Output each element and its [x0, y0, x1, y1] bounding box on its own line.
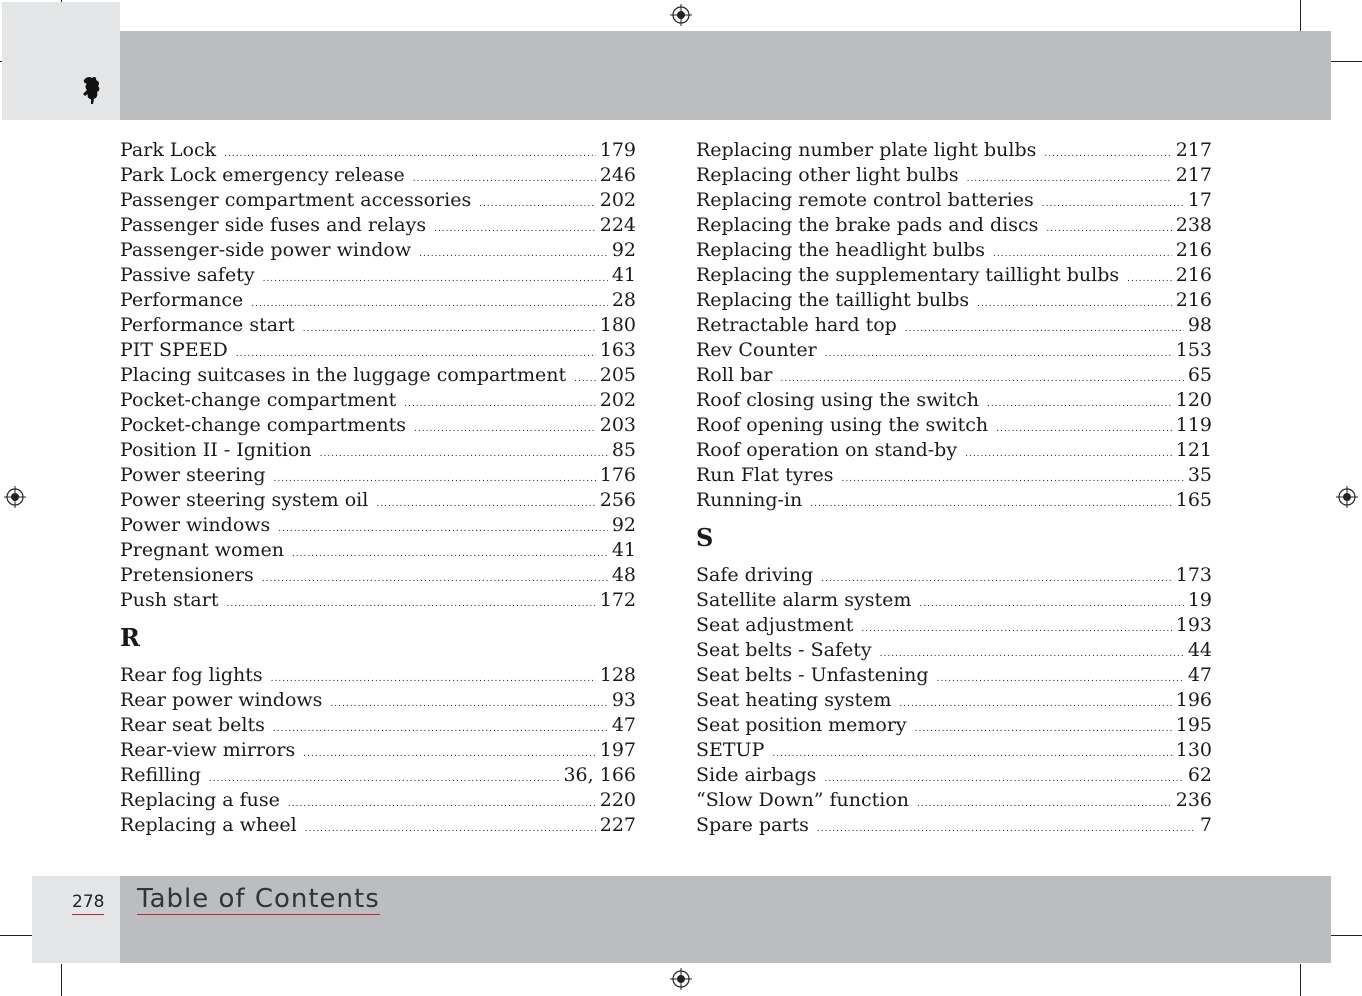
entry-title: “Slow Down” function	[696, 789, 910, 811]
entry-title: Pregnant women	[120, 539, 284, 561]
index-column-right	[696, 138, 1212, 838]
dot-leader	[263, 267, 608, 292]
dot-leader	[574, 367, 596, 392]
entry-title: Push start	[120, 589, 219, 611]
index-entry[interactable]	[696, 438, 1212, 463]
entry-title: Seat belts - Safety	[696, 639, 872, 661]
entry-page: 203	[599, 414, 636, 436]
entry-title: Replacing the taillight bulbs	[696, 289, 970, 311]
dot-leader	[965, 442, 1172, 467]
entry-page: 35	[1187, 464, 1212, 486]
index-entry[interactable]	[120, 188, 636, 213]
entry-page: 65	[1187, 364, 1212, 386]
index-entry[interactable]	[120, 238, 636, 263]
entry-page: 119	[1175, 414, 1212, 436]
index-entry[interactable]	[120, 713, 636, 738]
entry-page: 92	[611, 239, 636, 261]
dot-leader	[905, 317, 1184, 342]
index-entry[interactable]	[696, 238, 1212, 263]
entry-title: Position II - Ignition	[120, 439, 312, 461]
entry-page: 180	[599, 314, 636, 336]
entry-page: 256	[599, 489, 636, 511]
entry-page: 85	[611, 439, 636, 461]
dot-leader	[479, 192, 596, 217]
section-letter: S	[696, 523, 714, 552]
index-entry[interactable]	[120, 138, 636, 163]
entry-title: Power windows	[120, 514, 271, 536]
dot-leader	[414, 417, 596, 442]
crop-mark	[1330, 61, 1362, 62]
index-entry[interactable]	[696, 388, 1212, 413]
index-entry[interactable]	[120, 588, 636, 613]
index-entry[interactable]	[120, 438, 636, 463]
dot-leader	[278, 517, 608, 542]
index-entry[interactable]	[696, 413, 1212, 438]
entry-page: 216	[1175, 264, 1212, 286]
index-entry[interactable]	[696, 463, 1212, 488]
index-entry[interactable]	[696, 613, 1212, 638]
entry-title: Refilling	[120, 764, 201, 786]
entry-page: 216	[1175, 289, 1212, 311]
registration-mark-icon	[4, 486, 26, 508]
index-entry[interactable]	[120, 288, 636, 313]
entry-title: Spare parts	[696, 814, 809, 836]
entry-page: 216	[1175, 239, 1212, 261]
index-entry[interactable]	[120, 563, 636, 588]
index-entry[interactable]	[120, 413, 636, 438]
index-entry[interactable]	[696, 313, 1212, 338]
entry-page: 165	[1175, 489, 1212, 511]
dot-leader	[1044, 142, 1171, 167]
entry-page: 195	[1175, 714, 1212, 736]
dot-leader	[404, 392, 596, 417]
index-entry[interactable]	[120, 363, 636, 388]
index-entry[interactable]	[696, 738, 1212, 763]
crop-mark	[61, 964, 62, 996]
crop-mark	[0, 935, 32, 936]
dot-leader	[899, 692, 1171, 717]
index-entry[interactable]	[120, 738, 636, 763]
header-band	[120, 31, 1331, 120]
entry-title: Rear seat belts	[120, 714, 265, 736]
dot-leader	[292, 542, 608, 567]
index-entry[interactable]	[696, 813, 1212, 838]
entry-title: Roof operation on stand-by	[696, 439, 958, 461]
index-entry[interactable]	[120, 313, 636, 338]
index-entry[interactable]	[696, 663, 1212, 688]
entry-page: 128	[599, 664, 636, 686]
dot-leader	[1042, 192, 1184, 217]
entry-title: Replacing number plate light bulbs	[696, 139, 1037, 161]
index-entry[interactable]	[120, 538, 636, 563]
entry-title: Passenger compartment accessories	[120, 189, 472, 211]
dot-leader	[419, 242, 608, 267]
entry-page: 44	[1187, 639, 1212, 661]
page-number: 278	[72, 892, 104, 915]
index-entry[interactable]	[120, 463, 636, 488]
dot-leader	[825, 342, 1172, 367]
section-letter: R	[120, 623, 140, 652]
crop-mark	[1300, 0, 1301, 32]
dot-leader	[917, 792, 1172, 817]
index-entry[interactable]	[696, 638, 1212, 663]
registration-mark-icon	[670, 968, 692, 990]
dot-leader	[288, 792, 596, 817]
entry-title: Rev Counter	[696, 339, 817, 361]
dot-leader	[915, 717, 1172, 742]
index-entry[interactable]	[696, 688, 1212, 713]
dot-leader	[262, 567, 608, 592]
entry-title: Performance	[120, 289, 244, 311]
entry-title: Power steering	[120, 464, 266, 486]
dot-leader	[996, 417, 1172, 442]
entry-title: Replacing remote control batteries	[696, 189, 1034, 211]
entry-page: 41	[611, 264, 636, 286]
dot-leader	[303, 317, 596, 342]
entry-title: Seat heating system	[696, 689, 892, 711]
index-entry[interactable]	[120, 488, 636, 513]
entry-page: 121	[1175, 439, 1212, 461]
entry-page: 217	[1175, 164, 1212, 186]
entry-title: Rear-view mirrors	[120, 739, 296, 761]
index-entry[interactable]	[696, 188, 1212, 213]
entry-page: 92	[611, 514, 636, 536]
dot-leader	[305, 817, 596, 842]
entry-page: 62	[1187, 764, 1212, 786]
entry-page: 36, 166	[563, 764, 636, 786]
index-entry[interactable]	[120, 813, 636, 838]
entry-title: Power steering system oil	[120, 489, 369, 511]
index-entry[interactable]	[696, 213, 1212, 238]
entry-title: Run Flat tyres	[696, 464, 834, 486]
entry-page: 47	[1187, 664, 1212, 686]
index-entry[interactable]	[696, 588, 1212, 613]
entry-page: 7	[1199, 814, 1212, 836]
entry-page: 17	[1187, 189, 1212, 211]
entry-title: Replacing a fuse	[120, 789, 280, 811]
entry-title: Safe driving	[696, 564, 814, 586]
index-entry[interactable]	[696, 263, 1212, 288]
dot-leader	[226, 592, 595, 617]
entry-title: Side airbags	[696, 764, 817, 786]
entry-page: 220	[599, 789, 636, 811]
index-entry[interactable]	[696, 288, 1212, 313]
entry-page: 202	[599, 389, 636, 411]
dot-leader	[810, 492, 1172, 517]
dot-leader	[1127, 267, 1172, 292]
entry-page: 236	[1175, 789, 1212, 811]
index-entry[interactable]	[696, 788, 1212, 813]
entry-title: Pocket-change compartments	[120, 414, 406, 436]
index-entry[interactable]	[696, 563, 1212, 588]
entry-title: Passenger-side power window	[120, 239, 412, 261]
entry-title: Pocket-change compartment	[120, 389, 397, 411]
index-entry[interactable]	[696, 763, 1212, 788]
entry-page: 48	[611, 564, 636, 586]
entry-page: 197	[599, 739, 636, 761]
dot-leader	[987, 392, 1172, 417]
dot-leader	[434, 217, 596, 242]
registration-mark-icon	[1336, 486, 1358, 508]
entry-title: Running-in	[696, 489, 803, 511]
dot-leader	[977, 292, 1172, 317]
entry-page: 153	[1175, 339, 1212, 361]
entry-title: Rear power windows	[120, 689, 323, 711]
entry-title: Roll bar	[696, 364, 773, 386]
entry-title: Roof opening using the switch	[696, 414, 989, 436]
entry-page: 19	[1187, 589, 1212, 611]
index-entry[interactable]	[696, 338, 1212, 363]
entry-title: Passive safety	[120, 264, 255, 286]
entry-title: Seat position memory	[696, 714, 907, 736]
entry-page: 163	[599, 339, 636, 361]
entry-title: Satellite alarm system	[696, 589, 912, 611]
entry-page: 227	[599, 814, 636, 836]
index-entry[interactable]	[696, 138, 1212, 163]
dot-leader	[251, 292, 608, 317]
dot-leader	[1046, 217, 1171, 242]
crop-mark	[1300, 964, 1301, 996]
index-entry[interactable]	[120, 263, 636, 288]
dot-leader	[937, 667, 1184, 692]
entry-page: 173	[1175, 564, 1212, 586]
index-entry[interactable]	[120, 388, 636, 413]
dot-leader	[919, 592, 1183, 617]
entry-title: SETUP	[696, 739, 765, 761]
entry-page: 193	[1175, 614, 1212, 636]
entry-page: 98	[1187, 314, 1212, 336]
index-entry[interactable]	[120, 213, 636, 238]
entry-title: Park Lock emergency release	[120, 164, 405, 186]
entry-title: Park Lock	[120, 139, 217, 161]
entry-title: Passenger side fuses and relays	[120, 214, 427, 236]
dot-leader	[273, 717, 608, 742]
entry-title: Roof closing using the switch	[696, 389, 979, 411]
entry-page: 93	[611, 689, 636, 711]
index-entry[interactable]	[120, 338, 636, 363]
prancing-horse-icon	[78, 74, 104, 106]
dot-leader	[330, 692, 607, 717]
footer-panel	[32, 876, 120, 963]
dot-leader	[376, 492, 595, 517]
entry-page: 179	[599, 139, 636, 161]
entry-title: Replacing a wheel	[120, 814, 297, 836]
index-entry[interactable]	[120, 688, 636, 713]
entry-title: Seat belts - Unfastening	[696, 664, 929, 686]
entry-page: 246	[599, 164, 636, 186]
index-entry[interactable]	[120, 788, 636, 813]
dot-leader	[817, 817, 1196, 842]
entry-title: Replacing the supplementary taillight bulbs	[696, 264, 1120, 286]
entry-page: 120	[1175, 389, 1212, 411]
index-column-left	[120, 138, 636, 838]
index-entry[interactable]	[120, 513, 636, 538]
index-entry[interactable]	[120, 763, 636, 788]
entry-page: 238	[1175, 214, 1212, 236]
entry-title: Retractable hard top	[696, 314, 897, 336]
entry-page: 196	[1175, 689, 1212, 711]
entry-page: 172	[599, 589, 636, 611]
entry-title: Placing suitcases in the luggage compartment	[120, 364, 567, 386]
entry-page: 224	[599, 214, 636, 236]
entry-title: Replacing the brake pads and discs	[696, 214, 1039, 236]
entry-page: 28	[611, 289, 636, 311]
entry-title: Rear fog lights	[120, 664, 263, 686]
dot-leader	[303, 742, 595, 767]
entry-title: Performance start	[120, 314, 295, 336]
entry-title: PIT SPEED	[120, 339, 228, 361]
crop-mark	[1330, 935, 1362, 936]
dot-leader	[320, 442, 608, 467]
entry-page: 130	[1175, 739, 1212, 761]
index-entry[interactable]	[696, 163, 1212, 188]
entry-page: 176	[599, 464, 636, 486]
index-entry[interactable]	[696, 488, 1212, 513]
entry-title: Pretensioners	[120, 564, 254, 586]
entry-title: Replacing other light bulbs	[696, 164, 959, 186]
registration-mark-icon	[670, 4, 692, 26]
index-entry[interactable]	[696, 713, 1212, 738]
footer-title: Table of Contents	[137, 884, 380, 914]
entry-page: 47	[611, 714, 636, 736]
dot-leader	[842, 467, 1184, 492]
entry-title: Replacing the headlight bulbs	[696, 239, 986, 261]
index-entry[interactable]	[120, 663, 636, 688]
entry-page: 41	[611, 539, 636, 561]
entry-title: Seat adjustment	[696, 614, 854, 636]
entry-page: 202	[599, 189, 636, 211]
index-entry[interactable]	[696, 363, 1212, 388]
index-entry[interactable]	[120, 163, 636, 188]
entry-page: 217	[1175, 139, 1212, 161]
entry-page: 205	[599, 364, 636, 386]
dot-leader	[861, 617, 1171, 642]
dot-leader	[772, 742, 1171, 767]
